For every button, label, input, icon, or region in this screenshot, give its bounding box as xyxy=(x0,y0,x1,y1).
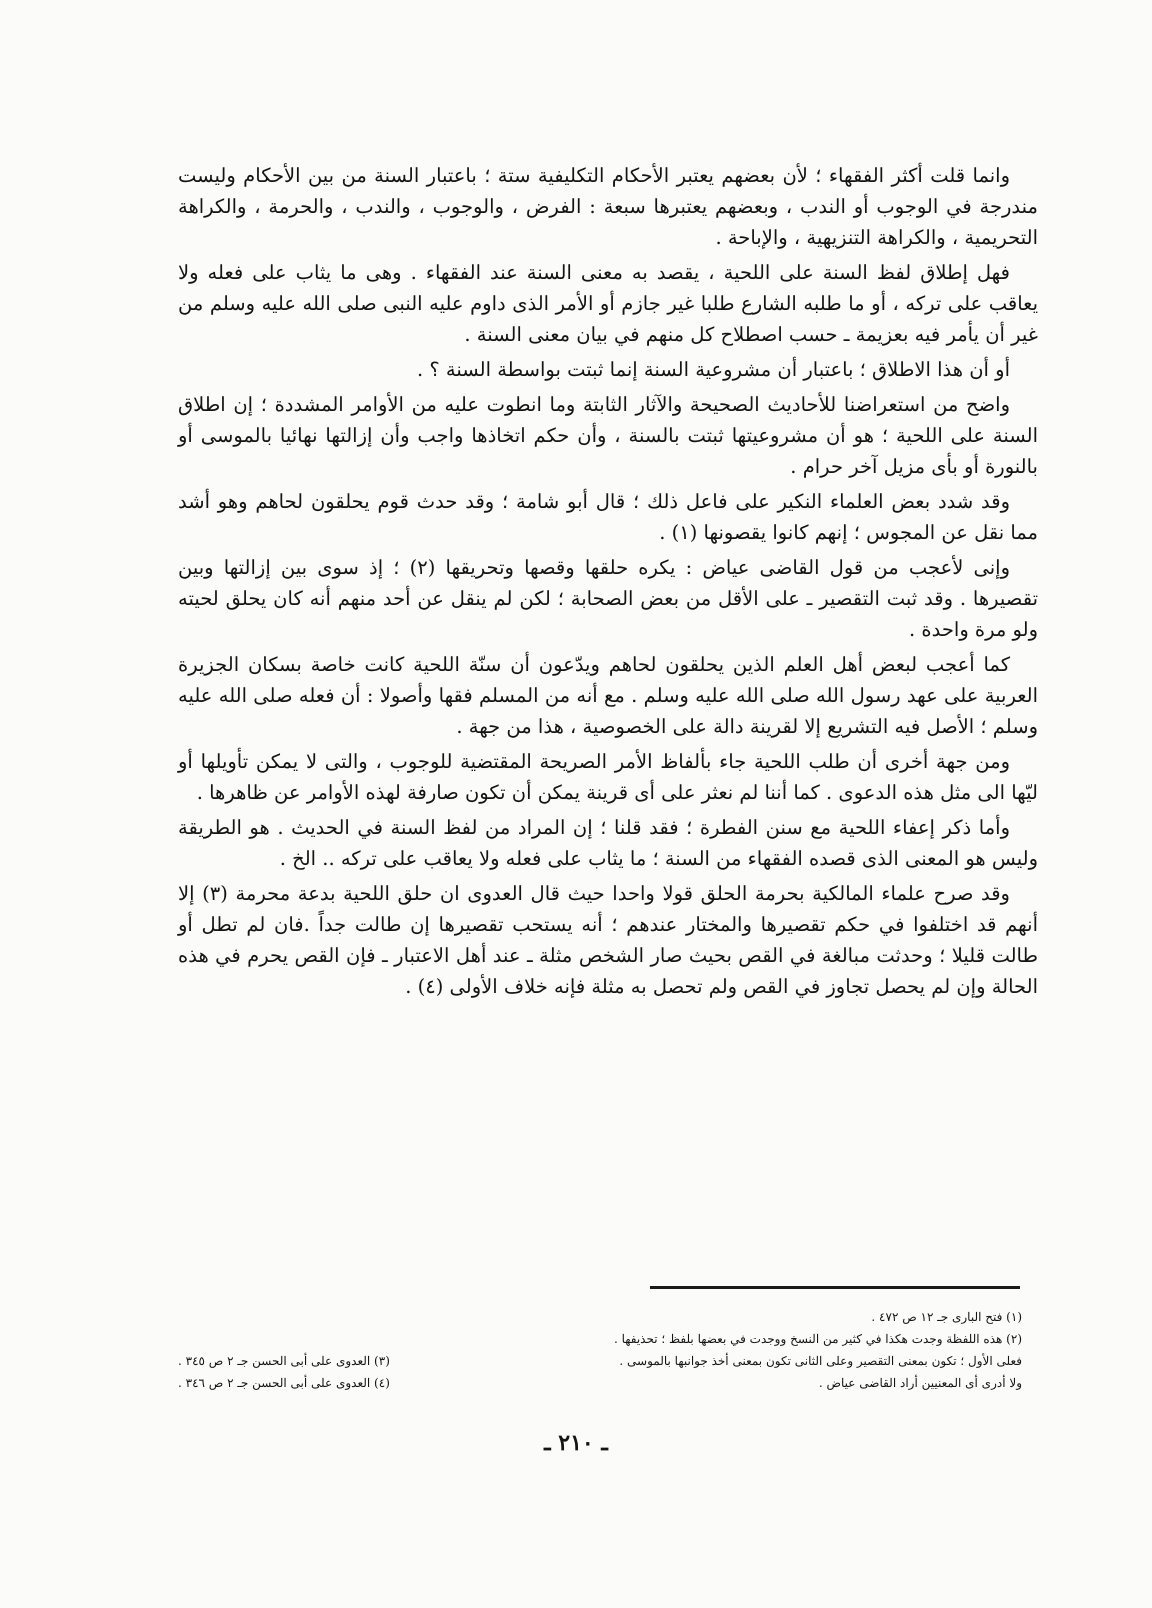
main-text xyxy=(178,160,1038,1006)
paragraph-3: أو أن هذا الاطلاق ؛ باعتبار أن مشروعية السنة إنما ثبتت بواسطة السنة ؟ . xyxy=(416,358,1010,381)
footnote-row xyxy=(178,1350,1022,1372)
footnote-4: (٤) العدوى على أبى الحسن جـ ٢ ص ٣٤٦ . xyxy=(178,1376,390,1390)
paragraph-10: وقد صرح علماء المالكية بحرمة الحلق قولا واحدا حيث قال العدوى ان حلق اللحية بدعة محرمة (٣) إلا أنهم قد اختلفوا في حكم تقصيرها والمختار عندهم ؛ أنه يستحب تقصيرها إن طالت جداً .فان لم تطل أو طالت قليلا ؛ وحدثت مبالغة في القص بحيث صار الشخص مثلة ـ عند أهل الاعتبار ـ فإن القص يحرم في هذه الحالة وإن لم يحصل تجاوز في القص ولم تحصل به مثلة فإنه خلاف الأولى (٤) . xyxy=(178,882,1038,998)
footnote-3: (٣) العدوى على أبى الحسن جـ ٢ ص ٣٤٥ . xyxy=(178,1354,390,1368)
paragraph-1: وانما قلت أكثر الفقهاء ؛ لأن بعضهم يعتبر الأحكام التكليفية ستة ؛ باعتبار السنة من بين الأحكام وليست مندرجة في الوجوب أو الندب ، وبعضهم يعتبرها سبعة : الفرض ، والوجوب ، والندب ، والحرمة ، والكراهة التحريمية ، والكراهة التنزيهية ، والإباحة . xyxy=(178,164,1038,249)
footnote-1: (١) فتح البارى جـ ١٢ ص ٤٧٢ . xyxy=(871,1310,1022,1324)
page-number: ـ ٢١٠ ـ xyxy=(544,1430,608,1456)
paragraph-6: وإنى لأعجب من قول القاضى عياض : يكره حلقها وقصها وتحريقها (٢) ؛ إذ سوى بين إزالتها وبين تقصيرها . وقد ثبت التقصير ـ على الأقل من بعض الصحابة ؛ لكن لم ينقل عن أحد منهم أنه كان يحلق لحيته ولو مرة واحدة . xyxy=(178,556,1038,641)
paragraph-8: ومن جهة أخرى أن طلب اللحية جاء بألفاظ الأمر الصريحة المقتضية للوجوب ، والتى لا يمكن تأويلها أو ليّها الى مثل هذه الدعوى . كما أننا لم نعثر على أى قرينة يمكن أن تكون صارفة لهذه الأوامر عن ظاهرها . xyxy=(178,750,1038,804)
paragraph-2: فهل إطلاق لفظ السنة على اللحية ، يقصد به معنى السنة عند الفقهاء . وهى ما يثاب على فعله ولا يعاقب على تركه ، أو ما طلبه الشارع طلبا غير جازم أو الأمر الذى داوم عليه النبى صلى الله عليه وسلم من غير أن يأمر فيه بعزيمة ـ حسب اصطلاح كل منهم في بيان معنى السنة . xyxy=(178,261,1038,346)
footnotes xyxy=(178,1306,1022,1394)
paragraph-9: وأما ذكر إعفاء اللحية مع سنن الفطرة ؛ فقد قلنا ؛ إن المراد من لفظ السنة في الحديث . هو الطريقة وليس هو المعنى الذى قصده الفقهاء من السنة ؛ ما يثاب على فعله ولا يعاقب على تركه .. الخ . xyxy=(178,816,1038,870)
paragraph-7: كما أعجب لبعض أهل العلم الذين يحلقون لحاهم ويدّعون أن سنّة اللحية كانت خاصة بسكان الجزيرة العربية على عهد رسول الله صلى الله عليه وسلم . مع أنه من المسلم فقها وأصولا : أن فعله صلى الله عليه وسلم ؛ الأصل فيه التشريع إلا لقرينة دالة على الخصوصية ، هذا من جهة . xyxy=(178,653,1038,738)
footnote-2: (٢) هذه اللفظة وجدت هكذا في كثير من النسخ ووجدت في بعضها بلفظ ؛ تحذيفها . xyxy=(613,1332,1022,1346)
footnote-row xyxy=(178,1372,1022,1394)
paragraph-4: واضح من استعراضنا للأحاديث الصحيحة والآثار الثابتة وما انطوت عليه من الأوامر المشددة ؛ إن اطلاق السنة على اللحية ؛ هو أن مشروعيتها ثبتت بالسنة ، وأن حكم اتخاذها واجب وأن إزالتها نهائيا بالموسى أو بالنورة أو بأى مزيل آخر حرام . xyxy=(178,393,1038,478)
footnote-2-continuation: فعلى الأول ؛ تكون بمعنى التقصير وعلى الثانى تكون بمعنى أخذ جوانبها بالموسى . xyxy=(619,1354,1022,1368)
footnote-separator xyxy=(650,1286,1020,1289)
footnote-2-continuation: ولا أدرى أى المعنيين أراد القاضى عياض . xyxy=(818,1376,1022,1390)
paragraph-5: وقد شدد بعض العلماء النكير على فاعل ذلك ؛ قال أبو شامة ؛ وقد حدث قوم يحلقون لحاهم وهو أشد مما نقل عن المجوس ؛ إنهم كانوا يقصونها (١) . xyxy=(178,490,1038,544)
